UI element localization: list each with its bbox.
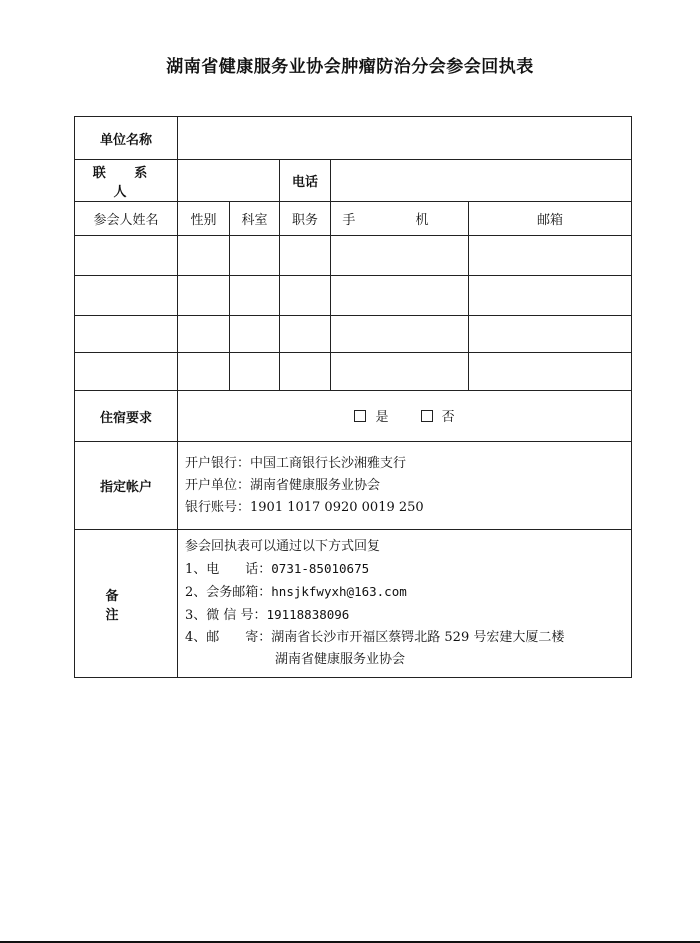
account-number: 银行账号：1901 1017 0920 0019 250 bbox=[185, 499, 424, 515]
col-header-mobile-text: 手 机 bbox=[342, 213, 457, 228]
attendee-position-cell[interactable] bbox=[280, 236, 331, 276]
unit-name-label: 单位名称 bbox=[75, 117, 178, 160]
account-bank: 开户银行：中国工商银行长沙湘雅支行 bbox=[185, 455, 407, 471]
remarks-email-line bbox=[185, 581, 631, 604]
lodging-label: 住宿要求 bbox=[75, 391, 178, 442]
remarks-wechat-line bbox=[185, 604, 631, 627]
attendee-name-cell[interactable] bbox=[75, 236, 178, 276]
lodging-yes-label: 是 bbox=[375, 410, 389, 426]
table-row bbox=[75, 236, 632, 276]
attendee-email-cell[interactable] bbox=[469, 236, 632, 276]
checkbox-icon[interactable] bbox=[421, 410, 433, 422]
attendee-department-cell[interactable] bbox=[230, 353, 280, 391]
account-label: 指定帐户 bbox=[75, 442, 178, 530]
attendee-header-row bbox=[75, 202, 632, 236]
table-row bbox=[75, 276, 632, 316]
lodging-yes-option[interactable] bbox=[354, 406, 388, 425]
attendee-mobile-cell[interactable] bbox=[331, 276, 469, 316]
table-row bbox=[75, 316, 632, 353]
attendee-email-cell[interactable] bbox=[469, 353, 632, 391]
attendee-gender-cell[interactable] bbox=[178, 316, 230, 353]
col-header-name: 参会人姓名 bbox=[75, 202, 178, 236]
account-unit: 开户单位：湖南省健康服务业协会 bbox=[185, 477, 381, 493]
registration-form bbox=[74, 116, 632, 678]
col-header-position: 职务 bbox=[280, 202, 331, 236]
attendee-gender-cell[interactable] bbox=[178, 276, 230, 316]
phone-label: 电话 bbox=[280, 160, 331, 202]
contact-field[interactable] bbox=[178, 160, 280, 202]
attendee-email-cell[interactable] bbox=[469, 316, 632, 353]
form-title: 湖南省健康服务业协会肿瘤防治分会参会回执表 bbox=[166, 57, 534, 77]
attendee-name-cell[interactable] bbox=[75, 276, 178, 316]
checkbox-icon[interactable] bbox=[354, 410, 366, 422]
remarks-mail-label: 4、邮 寄： bbox=[185, 630, 272, 645]
attendee-position-cell[interactable] bbox=[280, 353, 331, 391]
attendee-position-cell[interactable] bbox=[280, 316, 331, 353]
remarks-email-label: 2、会务邮箱： bbox=[185, 585, 272, 600]
contact-label-text: 联 系 人 bbox=[92, 165, 160, 200]
attendee-department-cell[interactable] bbox=[230, 276, 280, 316]
attendee-name-cell[interactable] bbox=[75, 353, 178, 391]
remarks-phone-line bbox=[185, 558, 631, 581]
remarks-phone-label: 1、电 话： bbox=[185, 562, 272, 577]
phone-field[interactable] bbox=[331, 160, 632, 202]
attendee-department-cell[interactable] bbox=[230, 236, 280, 276]
remarks-mail-recipient: 湖南省健康服务业协会 bbox=[275, 652, 406, 667]
attendee-mobile-cell[interactable] bbox=[331, 353, 469, 391]
remarks-mail-line bbox=[185, 627, 631, 649]
remarks-email: hnsjkfwyxh@163.com bbox=[271, 584, 407, 599]
attendee-mobile-cell[interactable] bbox=[331, 236, 469, 276]
remarks-mail-address: 湖南省长沙市开福区蔡锷北路 529 号宏建大厦二楼 bbox=[271, 630, 565, 645]
attendee-email-cell[interactable] bbox=[469, 276, 632, 316]
remarks-phone: 0731-85010675 bbox=[271, 561, 370, 576]
lodging-options bbox=[178, 391, 632, 442]
remarks-label bbox=[75, 530, 178, 678]
col-header-department: 科室 bbox=[230, 202, 280, 236]
col-header-mobile bbox=[331, 202, 469, 236]
remarks-wechat-label: 3、微 信 号： bbox=[185, 608, 267, 623]
remarks-intro: 参会回执表可以通过以下方式回复 bbox=[185, 539, 381, 554]
attendee-mobile-cell[interactable] bbox=[331, 316, 469, 353]
table-row bbox=[75, 353, 632, 391]
contact-label bbox=[75, 160, 178, 202]
attendee-gender-cell[interactable] bbox=[178, 353, 230, 391]
attendee-gender-cell[interactable] bbox=[178, 236, 230, 276]
account-info bbox=[178, 442, 632, 530]
attendee-department-cell[interactable] bbox=[230, 316, 280, 353]
lodging-no-label: 否 bbox=[441, 410, 455, 426]
col-header-gender: 性别 bbox=[178, 202, 230, 236]
attendee-name-cell[interactable] bbox=[75, 316, 178, 353]
attendee-position-cell[interactable] bbox=[280, 276, 331, 316]
remarks-label-text: 备 注 bbox=[105, 588, 147, 623]
remarks-wechat: 19118838096 bbox=[266, 607, 350, 622]
lodging-no-option[interactable] bbox=[421, 406, 455, 425]
remarks-info bbox=[178, 530, 632, 678]
unit-name-field[interactable] bbox=[178, 117, 632, 160]
col-header-email: 邮箱 bbox=[469, 202, 632, 236]
